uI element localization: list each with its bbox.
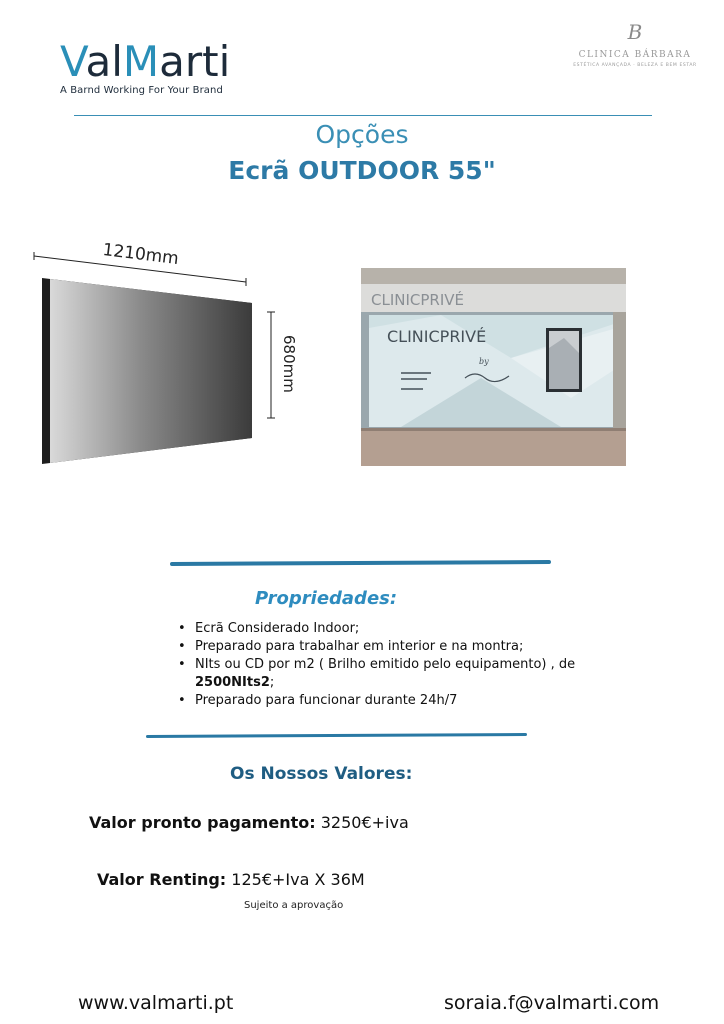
tv-screen <box>50 279 252 463</box>
list-item-tail: ; <box>269 675 275 690</box>
page-subtitle: Ecrã OUTDOOR 55" <box>228 156 496 185</box>
logo-text-arti: arti <box>159 37 231 86</box>
page-title: Opções <box>315 120 409 149</box>
width-label: 1210mm <box>101 240 180 270</box>
window-by-text: by <box>479 357 489 366</box>
partner-monogram: B <box>627 20 643 44</box>
prompt-payment-row <box>89 813 409 832</box>
properties-bottom-rule <box>146 733 527 738</box>
footer-website[interactable]: www.valmarti.pt <box>78 992 234 1014</box>
valmarti-logo <box>60 37 231 96</box>
renting-row <box>97 870 365 889</box>
logo-tagline: A Barnd Working For Your Brand <box>60 85 223 96</box>
fascia-sign-text: CLINICPRIVÉ <box>371 291 465 309</box>
renting-label: Valor Renting: <box>97 870 227 889</box>
logo-letter-m: M <box>122 37 160 86</box>
footer-email[interactable]: soraia.f@valmarti.com <box>444 992 660 1014</box>
list-item: • Preparado para trabalhar em interior e na montra; <box>178 638 578 656</box>
values-title: Os Nossos Valores: <box>230 764 413 784</box>
logo-letter-v: V <box>60 37 86 86</box>
height-label: 680mm <box>280 335 298 393</box>
storefront-photo <box>361 268 626 466</box>
logo-wordmark <box>60 37 231 86</box>
brightness-value: 2500NIts2 <box>195 675 270 690</box>
properties-top-rule <box>170 560 551 566</box>
partner-tagline: ESTÉTICA AVANÇADA · BELEZA E BEM ESTAR <box>573 63 697 68</box>
logo-text-al: al <box>85 37 123 86</box>
approval-note: Sujeito a aprovação <box>244 900 344 911</box>
properties-list <box>178 620 578 710</box>
list-item: • Ecrã Considerado Indoor; <box>178 620 578 638</box>
partner-logo <box>560 20 710 68</box>
prompt-payment-label: Valor pronto pagamento: <box>89 813 316 832</box>
list-item: • Preparado para funcionar durante 24h/7 <box>178 692 578 710</box>
storefront-illustration <box>361 268 626 466</box>
properties-title: Propriedades: <box>255 588 398 609</box>
prompt-payment-value: 3250€+iva <box>315 813 409 832</box>
partner-name: CLINICA BÁRBARA <box>578 50 692 60</box>
renting-value: 125€+Iva X 36M <box>226 870 365 889</box>
list-item-text: NIts ou CD por m2 ( Brilho emitido pelo equipamento) , de <box>195 657 576 672</box>
tv-illustration <box>30 250 310 470</box>
header-divider <box>74 115 652 116</box>
list-item <box>178 656 578 692</box>
window-logo-text: CLINICPRIVÉ <box>387 327 487 346</box>
